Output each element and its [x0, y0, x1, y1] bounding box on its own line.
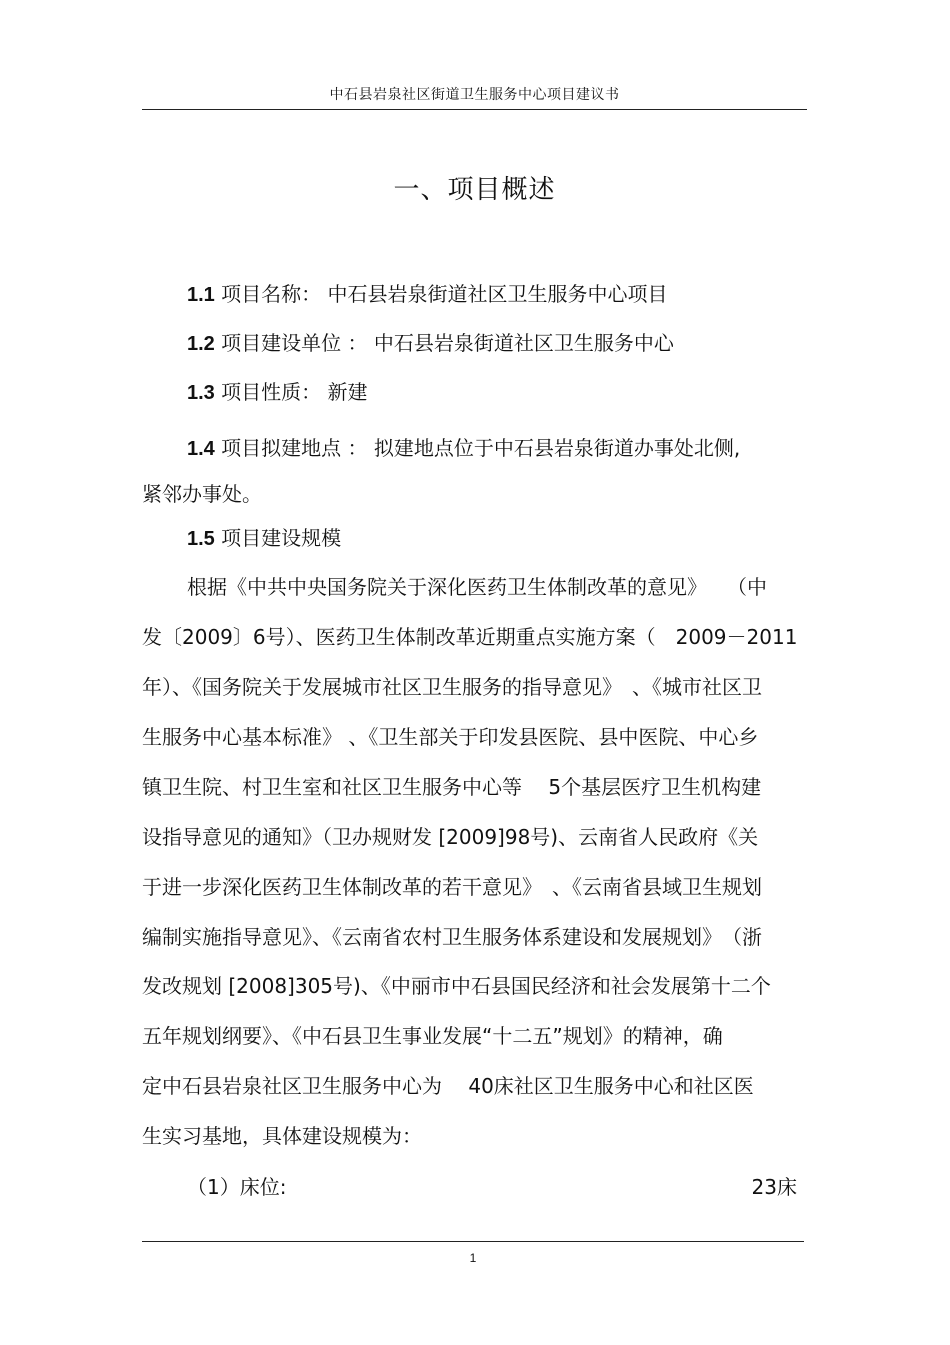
body-line: 生服务中心基本标准》 、《卫生部关于印发县医院、县中医院、中心乡 — [142, 725, 759, 749]
header-divider — [142, 109, 807, 110]
scale-item-beds — [187, 1172, 797, 1202]
item-text: 项目性质： 新建 — [214, 380, 368, 404]
body-line: 于进一步深化医药卫生体制改革的若干意见》 、《云南省县域卫生规划 — [142, 875, 762, 899]
item-number: 1.3 — [187, 382, 215, 404]
body-line: 定中石县岩泉社区卫生服务中心为 40床社区卫生服务中心和社区医 — [142, 1074, 754, 1098]
item-project-name — [187, 279, 812, 310]
item-text: 项目建设规模 — [214, 526, 342, 550]
running-header: 中石县岩泉社区街道卫生服务中心项目建议书 — [329, 87, 620, 103]
item-text: 项目名称： 中石县岩泉街道社区卫生服务中心项目 — [214, 282, 668, 306]
body-line: 年）、《国务院关于发展城市社区卫生服务的指导意见》 、《城市社区卫 — [142, 675, 762, 699]
item-construction-scale — [187, 523, 812, 554]
scale-item-label: （1）床位: — [187, 1175, 287, 1199]
body-line: 编制实施指导意见》、《云南省农村卫生服务体系建设和发展规划》 （浙 — [142, 925, 762, 949]
body-line: 发改规划 [2008]305号)、《中丽市中石县国民经济和社会发展第十二个 — [142, 974, 771, 998]
item-number: 1.5 — [187, 528, 215, 550]
body-line: 生实习基地，具体建设规模为： — [142, 1124, 422, 1148]
section-title: 一、项目概述 — [393, 175, 556, 205]
body-line: 镇卫生院、村卫生室和社区卫生服务中心等 5个基层医疗卫生机构建 — [142, 775, 762, 799]
page-number: 1 — [469, 1251, 477, 1265]
item-project-location — [187, 433, 812, 464]
item-text: 项目建设单位 ： 中石县岩泉街道社区卫生服务中心 — [214, 331, 674, 355]
item-construction-unit — [187, 328, 812, 359]
body-line: 五年规划纲要》、《中石县卫生事业发展“十二五”规划》的精神，确 — [142, 1024, 723, 1048]
item-number: 1.1 — [187, 284, 215, 306]
body-line: 发〔2009〕6号）、医药卫生体制改革近期重点实施方案（ 2009－2011 — [142, 625, 798, 649]
body-line: 设指导意见的通知》（卫办规财发 [2009]98号)、云南省人民政府《关 — [142, 825, 759, 849]
item-number: 1.2 — [187, 333, 215, 355]
item-text: 项目拟建地点 ： 拟建地点位于中石县岩泉街道办事处北侧, — [214, 436, 741, 460]
item-number: 1.4 — [187, 438, 215, 460]
scale-item-value: 23床 — [751, 1175, 797, 1199]
footer-divider — [142, 1241, 804, 1242]
item-project-nature — [187, 377, 812, 408]
item-location-continuation: 紧邻办事处。 — [142, 482, 262, 506]
body-line: 根据《中共中央国务院关于深化医药卫生体制改革的意见》 （中 — [187, 575, 767, 599]
